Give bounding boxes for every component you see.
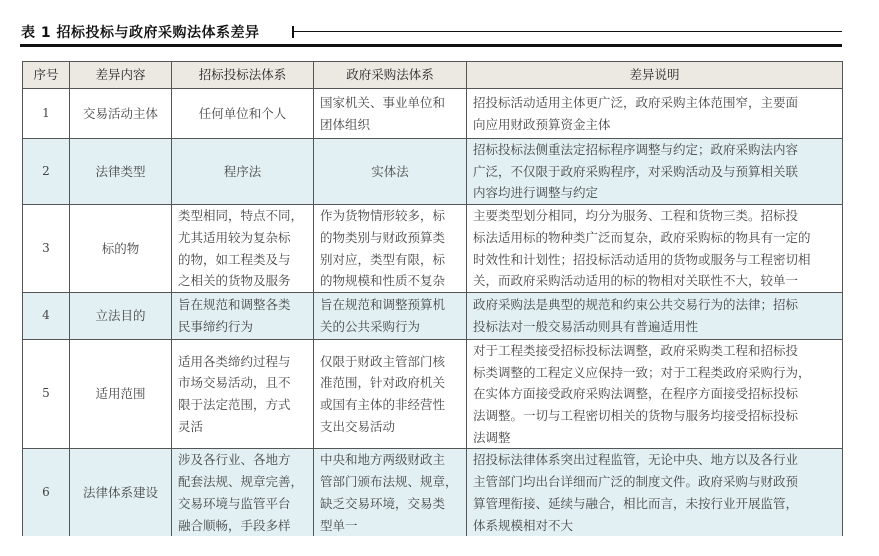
cell-line: 招投标法律体系突出过程监管，无论中央、地方以及各行业 xyxy=(473,452,799,468)
header-explanation: 差异说明 xyxy=(467,62,843,89)
table-row xyxy=(23,139,843,205)
cell-item: 交易活动主体 xyxy=(70,89,172,139)
cell-line: 实体法 xyxy=(371,163,409,179)
cell-line: 内容均进行调整与约定 xyxy=(473,185,599,201)
cell-line: 限于法定范围，方式 xyxy=(178,397,291,413)
cell-line: 之相关的货物及服务 xyxy=(178,273,291,289)
cell-explanation xyxy=(467,139,843,205)
cell-line: 关，而政府采购活动适用的标的物相对关联性不大，较单一 xyxy=(473,273,799,289)
cell-line: 支出交易活动 xyxy=(320,418,396,434)
cell-line: 适用各类缔约过程与 xyxy=(178,353,291,369)
cell-line: 作为货物情形较多，标 xyxy=(320,208,446,224)
cell-explanation xyxy=(467,339,843,449)
table-header-row xyxy=(23,62,843,89)
cell-line: 政府采购法是典型的规范和约束公共交易行为的法律；招标 xyxy=(473,297,799,313)
cell-line: 在实体方面接受政府采购法调整，在程序方面接受招标投标 xyxy=(473,386,799,402)
cell-line: 任何单位和个人 xyxy=(198,105,287,121)
cell-explanation xyxy=(467,292,843,339)
cell-line: 国家机关、事业单位和 xyxy=(320,94,446,110)
cell-item: 适用范围 xyxy=(70,339,172,449)
cell-line: 涉及各行业、各地方 xyxy=(178,452,291,468)
cell-explanation xyxy=(467,89,843,139)
cell-bidding-law xyxy=(172,205,314,293)
cell-line: 配套法规、规章完善， xyxy=(178,474,304,490)
cell-bidding-law xyxy=(172,89,314,139)
cell-item: 标的物 xyxy=(70,205,172,293)
header-no: 序号 xyxy=(23,62,70,89)
cell-line: 算管理衔接、延续与融合，相比而言，未按行业开展监管， xyxy=(473,495,799,511)
cell-line: 中央和地方两级财政主 xyxy=(320,452,446,468)
cell-item: 法律类型 xyxy=(70,139,172,205)
cell-line: 广泛，不仅限于政府采购程序，对采购活动及与预算相关联 xyxy=(473,163,799,179)
cell-explanation xyxy=(467,449,843,536)
cell-line: 型单一 xyxy=(320,517,358,533)
caption-divider xyxy=(292,26,294,38)
caption-rule xyxy=(294,31,842,32)
cell-line: 融合顺畅，手段多样 xyxy=(178,517,291,533)
cell-bidding-law xyxy=(172,292,314,339)
cell-line: 的物，如工程类及与 xyxy=(178,251,291,267)
cell-line: 准范围，针对政府机关 xyxy=(320,375,446,391)
cell-line: 招标投标法侧重法定招标程序调整与约定；政府采购法内容 xyxy=(473,142,799,157)
cell-line: 的物类别与财政预算类 xyxy=(320,229,446,245)
table-row xyxy=(23,339,843,449)
cell-line: 主要类型划分相同，均分为服务、工程和货物三类。招标投 xyxy=(473,208,799,224)
cell-line: 标法适用标的物种类广泛而复杂，政府采购标的物具有一定的 xyxy=(473,229,811,245)
cell-procurement-law xyxy=(314,339,467,449)
cell-line: 主管部门均出台详细而广泛的制度文件。政府采购与财政预 xyxy=(473,474,799,490)
cell-line: 向应用财政预算资金主体 xyxy=(473,116,611,132)
cell-line: 类型相同，特点不同， xyxy=(178,208,304,224)
cell-line: 尤其适用较为复杂标 xyxy=(178,229,291,245)
table-row xyxy=(23,292,843,339)
cell-line: 旨在规范和调整各类 xyxy=(178,297,291,313)
table-row xyxy=(23,205,843,293)
cell-bidding-law xyxy=(172,339,314,449)
cell-line: 管部门颁布法规、规章， xyxy=(320,474,458,490)
cell-explanation xyxy=(467,205,843,293)
header-procurement-law: 政府采购法体系 xyxy=(314,62,467,89)
cell-line: 团体组织 xyxy=(320,116,371,132)
cell-line: 招投标活动适用主体更广泛，政府采购主体范围窄，主要面 xyxy=(473,94,799,110)
cell-line: 投标法对一般交易活动则具有普遍适用性 xyxy=(473,318,699,334)
cell-no: 2 xyxy=(23,139,70,205)
cell-item: 立法目的 xyxy=(70,292,172,339)
cell-procurement-law xyxy=(314,89,467,139)
cell-no: 5 xyxy=(23,339,70,449)
cell-line: 体系规模相对不大 xyxy=(473,517,574,533)
cell-line: 或国有主体的非经营性 xyxy=(320,397,446,413)
cell-line: 市场交易活动，且不 xyxy=(178,375,291,391)
cell-line: 交易环境与监管平台 xyxy=(178,495,291,511)
cell-procurement-law xyxy=(314,449,467,536)
comparison-table xyxy=(22,61,843,536)
table-row xyxy=(23,449,843,536)
cell-no: 1 xyxy=(23,89,70,139)
cell-procurement-law xyxy=(314,205,467,293)
cell-line: 标类调整的工程定义应保持一致；对于工程类政府采购行为， xyxy=(473,364,811,380)
header-bidding-law: 招标投标法体系 xyxy=(172,62,314,89)
cell-no: 3 xyxy=(23,205,70,293)
cell-line: 对于工程类接受招标投标法调整，政府采购类工程和招标投 xyxy=(473,342,799,358)
cell-bidding-law xyxy=(172,449,314,536)
table-caption: 表 1 招标投标与政府采购法体系差异 xyxy=(21,25,260,41)
cell-line: 仅限于财政主管部门核 xyxy=(320,353,446,369)
cell-line: 旨在规范和调整预算机 xyxy=(320,297,446,313)
cell-line: 程序法 xyxy=(223,163,262,179)
cell-procurement-law xyxy=(314,292,467,339)
cell-no: 6 xyxy=(23,449,70,536)
table-row xyxy=(23,89,843,139)
cell-line: 别对应，类型有限，标 xyxy=(320,251,446,267)
header-rule xyxy=(20,44,842,47)
cell-line: 民事缔约行为 xyxy=(178,318,254,334)
cell-line: 灵活 xyxy=(178,418,204,434)
cell-bidding-law xyxy=(172,139,314,205)
cell-item: 法律体系建设 xyxy=(70,449,172,536)
cell-line: 法调整。一切与工程密切相关的货物与服务均接受招标投标 xyxy=(473,408,799,424)
cell-line: 的物规模和性质不复杂 xyxy=(320,273,446,289)
cell-line: 时效性和计划性；招投标活动适用的货物或服务与工程密切相 xyxy=(473,251,811,267)
cell-line: 关的公共采购行为 xyxy=(320,318,421,334)
header-item: 差异内容 xyxy=(70,62,172,89)
cell-procurement-law xyxy=(314,139,467,205)
cell-no: 4 xyxy=(23,292,70,339)
cell-line: 缺乏交易环境，交易类 xyxy=(320,495,446,511)
cell-line: 法调整 xyxy=(473,429,511,445)
